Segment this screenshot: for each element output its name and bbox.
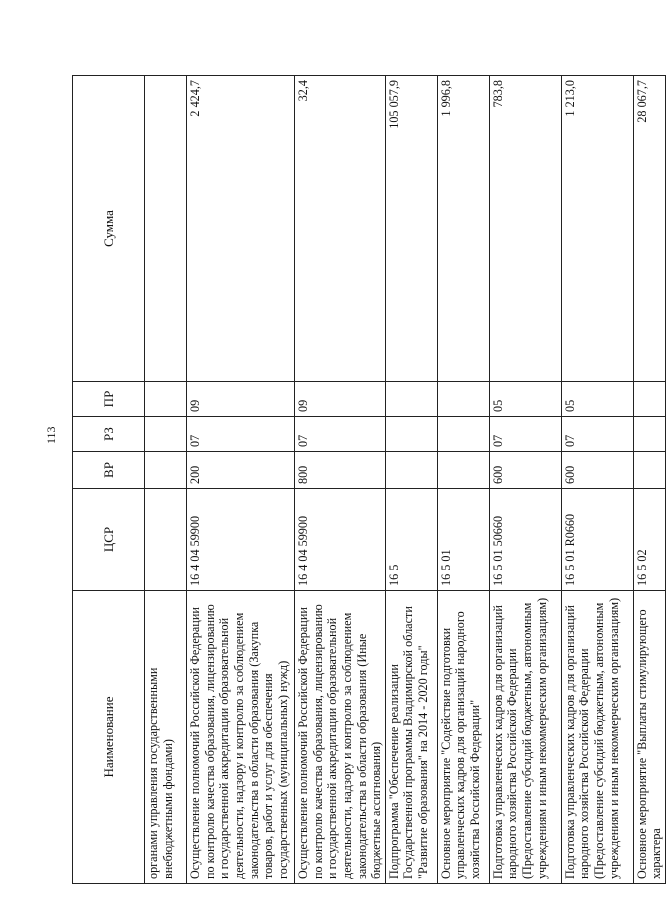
- cell-vr: [145, 452, 187, 489]
- cell-name: органами управления государственными внебюджетными фондами): [145, 591, 187, 884]
- cell-sum: 105 057,9: [385, 76, 437, 382]
- cell-name: Осуществление полномочий Российской Федерации по контролю качества образования, лицензированию и государственной аккредитации образовательной деятельности, надзору и контролю за соблюдением законодательства в области образования (Иные бюджетные ассигнования): [295, 591, 386, 884]
- header-pr: ПР: [73, 382, 145, 417]
- cell-csr: [145, 489, 187, 591]
- cell-csr: 16 5 01: [437, 489, 489, 591]
- cell-sum: 783,8: [489, 76, 561, 382]
- cell-vr: 800: [295, 452, 386, 489]
- cell-rz: 07: [295, 417, 386, 452]
- cell-name: Основное мероприятие "Содействие подготовки управленческих кадров для организаций народного хозяйства Российской Федерации": [437, 591, 489, 884]
- cell-vr: [385, 452, 437, 489]
- cell-rz: 07: [561, 417, 633, 452]
- cell-rz: [633, 417, 665, 452]
- cell-sum: 1 213,0: [561, 76, 633, 382]
- cell-sum: 32,4: [295, 76, 386, 382]
- header-name: Наименование: [73, 591, 145, 884]
- cell-csr: 16 5 01 R0660: [561, 489, 633, 591]
- cell-vr: 200: [187, 452, 295, 489]
- header-sum: Сумма: [73, 76, 145, 382]
- cell-name: Подготовка управленческих кадров для организаций народного хозяйства Российской Федерации (Предоставление субсидий бюджетным, автономным учреждениям и иным некоммерческим организациям): [489, 591, 561, 884]
- table-row: [145, 76, 187, 884]
- cell-vr: [437, 452, 489, 489]
- cell-pr: [145, 382, 187, 417]
- cell-vr: [633, 452, 665, 489]
- table-row: [561, 76, 633, 884]
- table-row: [187, 76, 295, 884]
- cell-csr: 16 5: [385, 489, 437, 591]
- cell-name: Осуществление полномочий Российской Федерации по контролю качества образования, лицензированию и государственной аккредитации образовательной деятельности, надзору и контролю за соблюдением законодательства в области образования (Закупка товаров, работ и услуг для обеспечения государственных (муниципальных) нужд): [187, 591, 295, 884]
- header-row: [73, 76, 145, 884]
- header-rz: РЗ: [73, 417, 145, 452]
- cell-sum: 1 996,8: [437, 76, 489, 382]
- budget-table: [72, 75, 666, 884]
- cell-name: Подготовка управленческих кадров для организаций народного хозяйства Российской Федерации (Предоставление субсидий бюджетным, автономным учреждениям и иным некоммерческим организациям): [561, 591, 633, 884]
- table-row: [385, 76, 437, 884]
- cell-sum: [145, 76, 187, 382]
- cell-pr: 09: [295, 382, 386, 417]
- cell-rz: 07: [489, 417, 561, 452]
- cell-pr: [385, 382, 437, 417]
- table-row: [295, 76, 386, 884]
- cell-csr: 16 4 04 59900: [295, 489, 386, 591]
- cell-sum: 2 424,7: [187, 76, 295, 382]
- cell-rz: [437, 417, 489, 452]
- cell-csr: 16 5 01 50660: [489, 489, 561, 591]
- cell-rz: 07: [187, 417, 295, 452]
- cell-pr: [437, 382, 489, 417]
- table-row: [633, 76, 665, 884]
- page-number: 113: [44, 426, 58, 444]
- cell-name: Основное мероприятие "Выплаты стимулирующего характера: [633, 591, 665, 884]
- cell-pr: 09: [187, 382, 295, 417]
- cell-pr: [633, 382, 665, 417]
- table-row: [437, 76, 489, 884]
- header-vr: ВР: [73, 452, 145, 489]
- cell-pr: 05: [561, 382, 633, 417]
- cell-vr: 600: [489, 452, 561, 489]
- budget-table-wrapper: [72, 76, 664, 884]
- cell-csr: 16 5 02: [633, 489, 665, 591]
- cell-vr: 600: [561, 452, 633, 489]
- cell-rz: [145, 417, 187, 452]
- cell-rz: [385, 417, 437, 452]
- cell-csr: 16 4 04 59900: [187, 489, 295, 591]
- cell-name: Подпрограмма "Обеспечение реализации Государственной программы Владимирской области "Развитие образования" на 2014 - 2020 годы": [385, 591, 437, 884]
- cell-sum: 28 067,7: [633, 76, 665, 382]
- cell-pr: 05: [489, 382, 561, 417]
- header-csr: ЦСР: [73, 489, 145, 591]
- table-row: [489, 76, 561, 884]
